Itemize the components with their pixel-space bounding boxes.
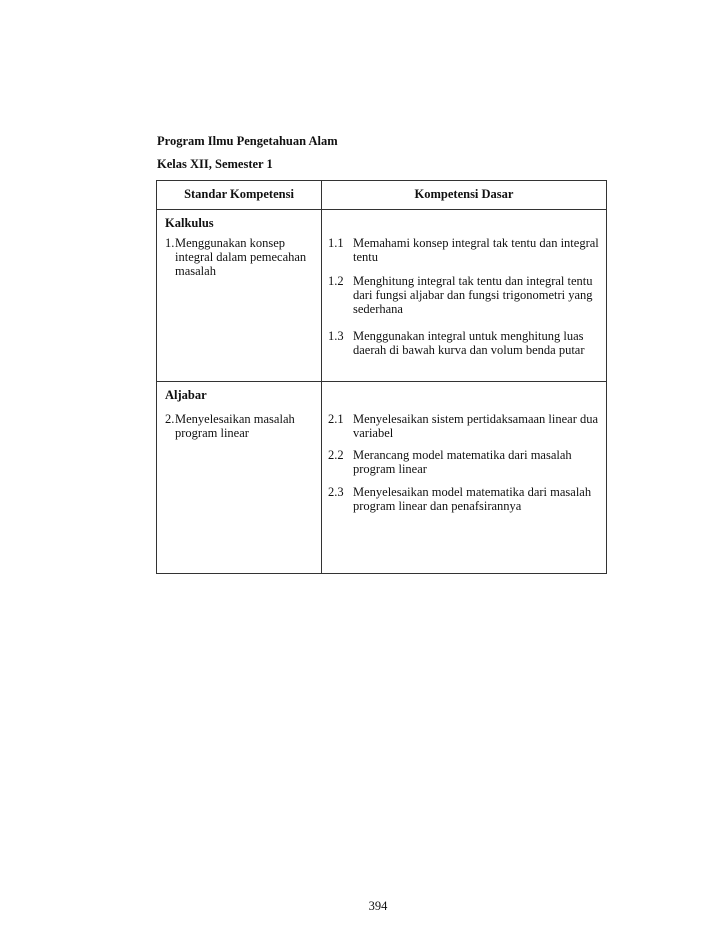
competency-item <box>328 485 608 513</box>
competency-text: Merancang model matematika dari masalah program linear <box>353 448 572 476</box>
competency-item <box>328 236 608 264</box>
standard-item <box>165 412 315 440</box>
page-number: 394 <box>368 899 388 913</box>
header-divider <box>157 209 606 210</box>
competency-number: 2.1 <box>328 412 344 426</box>
standard-text: Menyelesaikan masalah program linear <box>175 412 295 440</box>
category-aljabar: Aljabar <box>165 388 207 402</box>
competency-text: Menyelesaikan model matematika dari masalah program linear dan penafsirannya <box>353 485 592 513</box>
competency-text: Memahami konsep integral tak tentu dan integral tentu <box>353 236 599 264</box>
competency-item <box>328 329 608 357</box>
header-kompetensi-dasar: Kompetensi Dasar <box>414 187 514 201</box>
competency-item <box>328 274 608 316</box>
standard-number: 2. <box>165 412 175 426</box>
competency-item <box>328 412 608 440</box>
competency-number: 2.2 <box>328 448 344 462</box>
standard-text: Menggunakan konsep integral dalam pemecahan masalah <box>175 236 307 278</box>
standard-number: 1. <box>165 236 175 250</box>
class-semester-heading: Kelas XII, Semester 1 <box>157 157 273 171</box>
standard-item <box>165 236 315 278</box>
competency-number: 2.3 <box>328 485 344 499</box>
competency-number: 1.3 <box>328 329 344 343</box>
program-heading: Program Ilmu Pengetahuan Alam <box>157 134 338 148</box>
category-kalkulus: Kalkulus <box>165 216 214 230</box>
competency-text: Menggunakan integral untuk menghitung luas daerah di bawah kurva dan volum benda putar <box>353 329 585 357</box>
competency-number: 1.2 <box>328 274 344 288</box>
competency-text: Menghitung integral tak tentu dan integral tentu dari fungsi aljabar dan fungsi trigonometri yang sederhana <box>353 274 593 316</box>
competency-text: Menyelesaikan sistem pertidaksamaan linear dua variabel <box>353 412 599 440</box>
competency-item <box>328 448 608 476</box>
competency-number: 1.1 <box>328 236 344 250</box>
section-divider <box>157 381 606 382</box>
header-standar-kompetensi: Standar Kompetensi <box>184 187 294 201</box>
column-divider <box>321 181 322 573</box>
competency-table <box>156 180 607 574</box>
